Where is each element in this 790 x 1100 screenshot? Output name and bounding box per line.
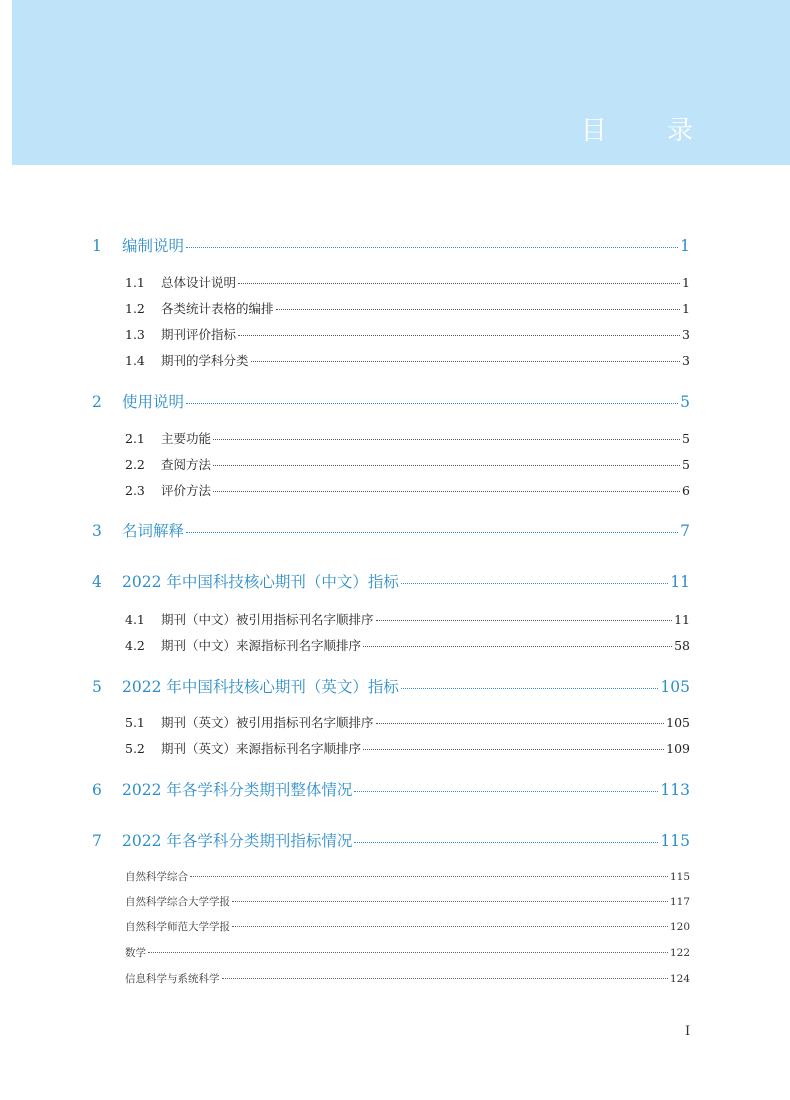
toc-chapter-5[interactable] bbox=[92, 677, 690, 697]
toc-section-2-2[interactable] bbox=[125, 457, 690, 473]
section-title: 查阅方法 bbox=[161, 457, 212, 472]
dot-leader bbox=[354, 791, 658, 792]
dot-leader bbox=[376, 723, 665, 724]
chapter-title: 2022 年各学科分类期刊整体情况 bbox=[122, 781, 353, 799]
chapter-title: 名词解释 bbox=[122, 522, 185, 540]
section-title: 期刊（英文）被引用指标刊名字顺排序 bbox=[161, 715, 374, 730]
toc-subsection[interactable] bbox=[125, 870, 690, 884]
section-title: 主要功能 bbox=[161, 431, 212, 446]
section-number: 1.4 bbox=[125, 353, 145, 368]
chapter-number: 2 bbox=[92, 393, 102, 411]
dot-leader bbox=[401, 583, 668, 584]
toc-chapter-6[interactable] bbox=[92, 780, 690, 800]
section-page: 5 bbox=[682, 457, 690, 472]
toc-section-4-2[interactable] bbox=[125, 638, 690, 654]
toc-chapter-4[interactable] bbox=[92, 572, 690, 592]
chapter-number: 6 bbox=[92, 781, 102, 799]
dot-leader bbox=[232, 926, 668, 927]
toc-section-1-4[interactable] bbox=[125, 353, 690, 369]
chapter-page: 113 bbox=[660, 781, 690, 799]
toc-section-2-1[interactable] bbox=[125, 431, 690, 447]
section-page: 1 bbox=[682, 301, 690, 316]
toc-chapter-1[interactable] bbox=[92, 236, 690, 256]
chapter-title: 2022 年中国科技核心期刊（中文）指标 bbox=[122, 573, 399, 591]
toc-subsection[interactable] bbox=[125, 946, 690, 960]
section-page: 6 bbox=[682, 483, 690, 498]
section-page: 1 bbox=[682, 275, 690, 290]
chapter-number: 1 bbox=[92, 237, 102, 255]
toc-heading: 目 录 bbox=[580, 116, 719, 146]
section-number: 1.2 bbox=[125, 301, 145, 316]
section-number: 4.2 bbox=[125, 638, 145, 653]
dot-leader bbox=[276, 309, 681, 310]
chapter-page: 7 bbox=[680, 522, 690, 540]
subsection-title: 自然科学综合大学学报 bbox=[125, 896, 230, 908]
section-title: 总体设计说明 bbox=[161, 275, 237, 290]
dot-leader bbox=[186, 532, 678, 533]
section-number: 2.3 bbox=[125, 483, 145, 498]
dot-leader bbox=[213, 439, 680, 440]
chapter-page: 105 bbox=[660, 678, 690, 696]
dot-leader bbox=[186, 403, 678, 404]
dot-leader bbox=[148, 952, 668, 953]
dot-leader bbox=[222, 978, 668, 979]
section-number: 1.3 bbox=[125, 327, 145, 342]
toc-subsection[interactable] bbox=[125, 895, 690, 909]
page-number: I bbox=[685, 1024, 691, 1039]
toc-section-4-1[interactable] bbox=[125, 612, 690, 628]
dot-leader bbox=[363, 646, 672, 647]
chapter-number: 5 bbox=[92, 678, 102, 696]
dot-leader bbox=[363, 749, 664, 750]
section-number: 2.1 bbox=[125, 431, 145, 446]
chapter-page: 1 bbox=[680, 237, 690, 255]
toc-section-1-1[interactable] bbox=[125, 275, 690, 291]
toc-section-1-3[interactable] bbox=[125, 327, 690, 343]
toc-section-5-1[interactable] bbox=[125, 715, 690, 731]
section-number: 1.1 bbox=[125, 275, 145, 290]
chapter-title: 2022 年各学科分类期刊指标情况 bbox=[122, 832, 353, 850]
toc-section-1-2[interactable] bbox=[125, 301, 690, 317]
chapter-number: 7 bbox=[92, 832, 102, 850]
section-title: 期刊（英文）来源指标刊名字顺排序 bbox=[161, 741, 362, 756]
chapter-number: 4 bbox=[92, 573, 102, 591]
section-page: 5 bbox=[682, 431, 690, 446]
dot-leader bbox=[251, 361, 681, 362]
section-title: 期刊的学科分类 bbox=[161, 353, 249, 368]
dot-leader bbox=[238, 283, 680, 284]
dot-leader bbox=[190, 876, 668, 877]
subsection-title: 自然科学师范大学学报 bbox=[125, 921, 230, 933]
section-title: 期刊（中文）被引用指标刊名字顺排序 bbox=[161, 612, 374, 627]
section-page: 105 bbox=[666, 715, 690, 730]
subsection-page: 115 bbox=[669, 871, 690, 883]
chapter-page: 115 bbox=[660, 832, 690, 850]
section-page: 58 bbox=[674, 638, 690, 653]
section-page: 3 bbox=[682, 353, 690, 368]
toc-chapter-2[interactable] bbox=[92, 392, 690, 412]
dot-leader bbox=[376, 620, 673, 621]
toc-section-5-2[interactable] bbox=[125, 741, 690, 757]
dot-leader bbox=[401, 688, 659, 689]
section-title: 各类统计表格的编排 bbox=[161, 301, 274, 316]
dot-leader bbox=[186, 247, 678, 248]
section-title: 期刊评价指标 bbox=[161, 327, 237, 342]
toc-chapter-3[interactable] bbox=[92, 521, 690, 541]
toc-subsection[interactable] bbox=[125, 972, 690, 986]
chapter-number: 3 bbox=[92, 522, 102, 540]
dot-leader bbox=[213, 491, 680, 492]
section-title: 期刊（中文）来源指标刊名字顺排序 bbox=[161, 638, 362, 653]
subsection-page: 124 bbox=[669, 973, 690, 985]
chapter-title: 2022 年中国科技核心期刊（英文）指标 bbox=[122, 678, 399, 696]
toc-subsection[interactable] bbox=[125, 920, 690, 934]
subsection-title: 数学 bbox=[125, 947, 146, 959]
subsection-title: 信息科学与系统科学 bbox=[125, 973, 220, 985]
section-number: 2.2 bbox=[125, 457, 145, 472]
dot-leader bbox=[354, 842, 658, 843]
subsection-title: 自然科学综合 bbox=[125, 871, 188, 883]
section-page: 11 bbox=[674, 612, 690, 627]
chapter-page: 5 bbox=[680, 393, 690, 411]
toc-chapter-7[interactable] bbox=[92, 831, 690, 851]
section-title: 评价方法 bbox=[161, 483, 212, 498]
subsection-page: 117 bbox=[669, 896, 690, 908]
chapter-page: 11 bbox=[670, 573, 690, 591]
chapter-title: 编制说明 bbox=[122, 237, 185, 255]
subsection-page: 122 bbox=[669, 947, 690, 959]
toc-section-2-3[interactable] bbox=[125, 483, 690, 499]
dot-leader bbox=[238, 335, 680, 336]
subsection-page: 120 bbox=[669, 921, 690, 933]
chapter-title: 使用说明 bbox=[122, 393, 185, 411]
section-number: 5.2 bbox=[125, 741, 145, 756]
section-page: 3 bbox=[682, 327, 690, 342]
dot-leader bbox=[213, 465, 680, 466]
section-page: 109 bbox=[666, 741, 690, 756]
section-number: 5.1 bbox=[125, 715, 145, 730]
dot-leader bbox=[232, 901, 668, 902]
section-number: 4.1 bbox=[125, 612, 145, 627]
